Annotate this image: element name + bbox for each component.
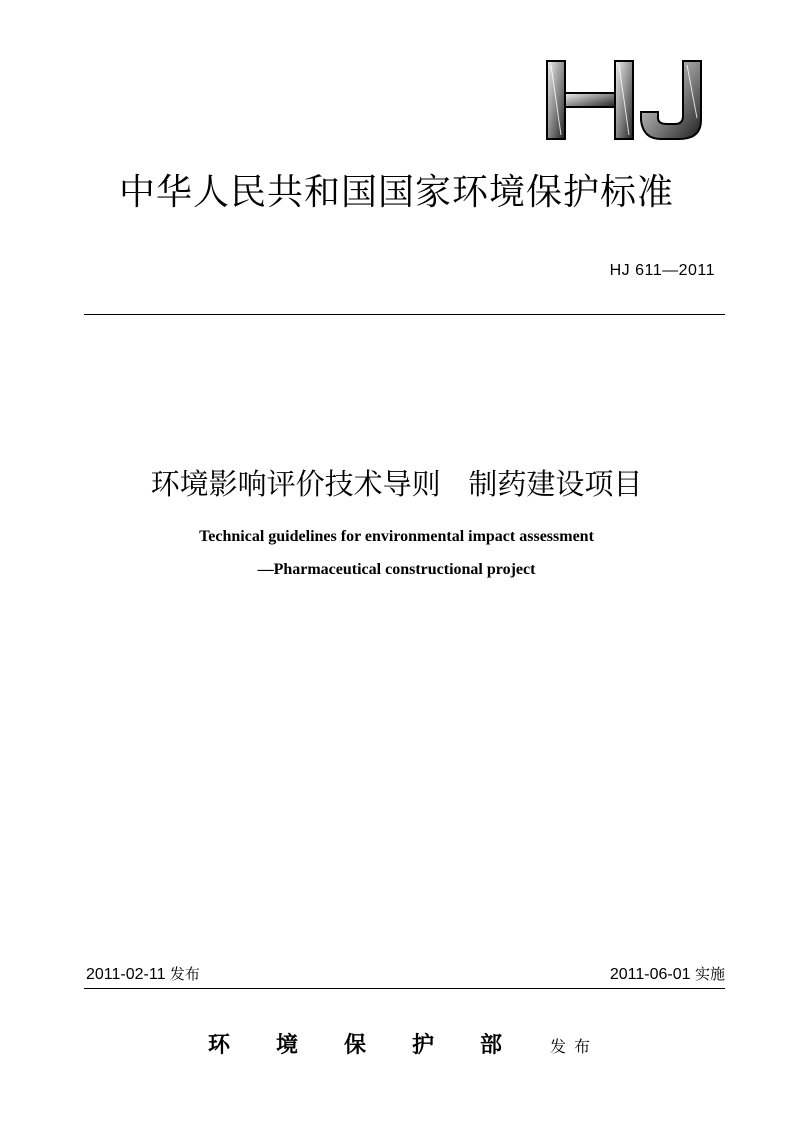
standard-category-title: 中华人民共和国国家环境保护标准 xyxy=(118,172,674,213)
standard-number: HJ 611—2011 xyxy=(609,262,715,279)
implement-label: 实施 xyxy=(694,965,725,983)
implement-date: 2011-06-01 xyxy=(609,966,691,983)
issue-date-block xyxy=(86,963,200,984)
issue-label: 发布 xyxy=(169,965,200,983)
document-title-en-line1: Technical guidelines for environmental impact assessment xyxy=(199,528,594,545)
document-title-zh: 环境影响评价技术导则 制药建设项目 xyxy=(150,467,643,501)
implement-date-block xyxy=(610,963,725,984)
publisher-label: 发布 xyxy=(550,1037,599,1056)
issue-date: 2011-02-11 xyxy=(86,966,166,983)
header-divider xyxy=(84,314,725,315)
hj-logo xyxy=(543,58,707,142)
footer-divider xyxy=(84,988,725,989)
document-title-en-line2: —Pharmaceutical constructional project xyxy=(257,561,536,578)
publisher-name: 环境保护部 xyxy=(208,1033,549,1058)
